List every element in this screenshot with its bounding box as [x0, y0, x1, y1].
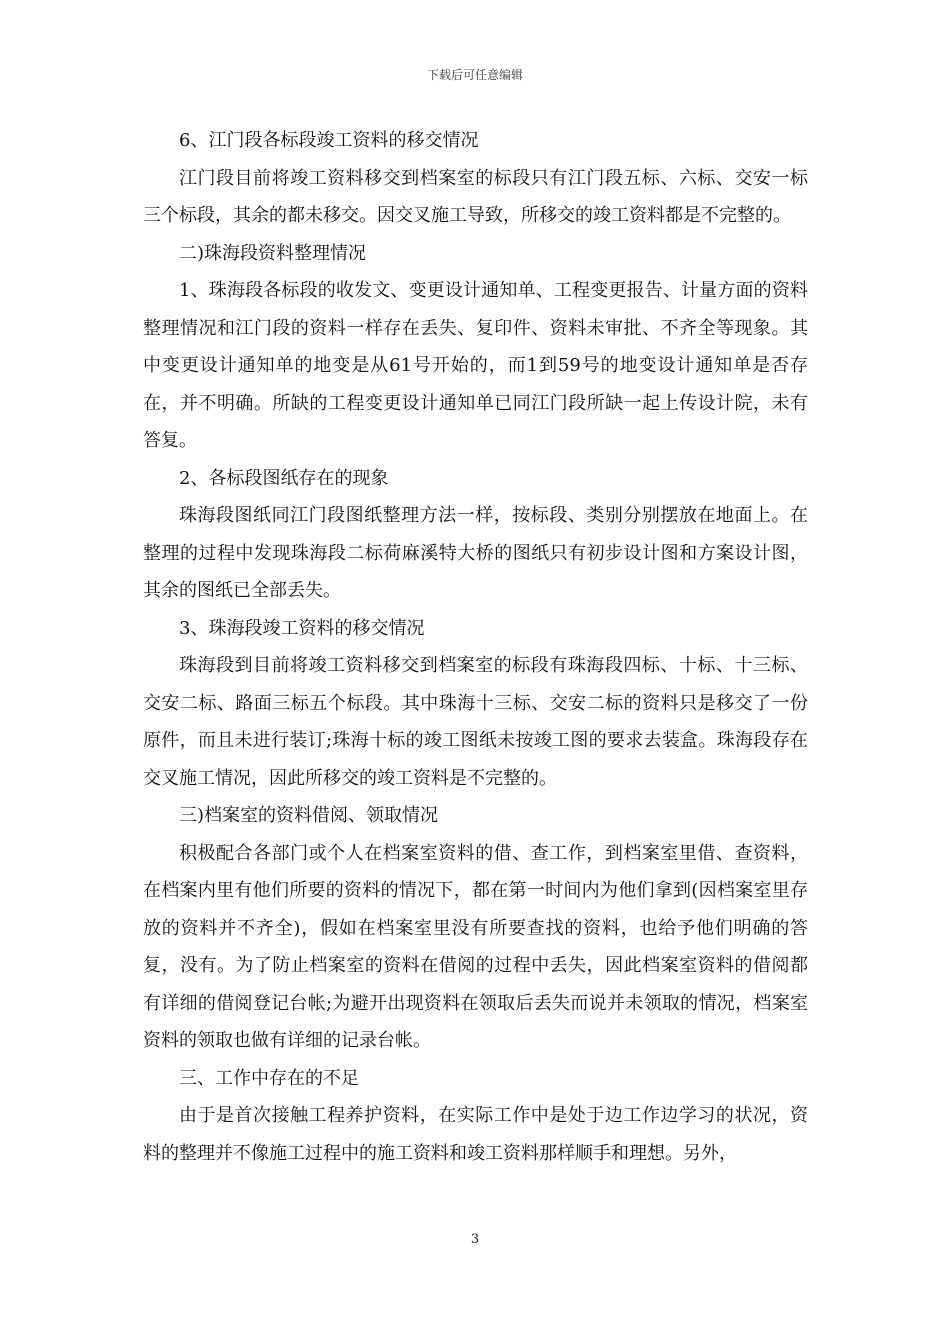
paragraph: 珠海段图纸同江门段图纸整理方法一样，按标段、类别分别摆放在地面上。在整理的过程中发现珠海段二标荷麻溪特大桥的图纸只有初步设计图和方案设计图，其余的图纸已全部丢失。 — [143, 505, 808, 601]
heading-shortcomings: 三、工作中存在的不足 — [179, 1067, 359, 1089]
paragraph: 积极配合各部门或个人在档案室资料的借、查工作，到档案室里借、查资料，在档案内里有他们所要的资料的情况下，都在第一时间内为他们拿到(因档案室里存放的资料并不齐全)，假如在档案室里没有所要查找的资料，也给予他们明确的答复，没有。为了防止档案室的资料在借阅的过程中丢失，因此档案室资料的借阅都有详细的借阅登记台帐;为避开出现资料在领取后丢失而说并未领取的情况，档案室资料的领取也做有详细的记录台帐。 — [143, 842, 808, 1051]
paragraph: 由于是首次接触工程养护资料，在实际工作中是处于边工作边学习的状况，资料的整理并不像施工过程中的施工资料和竣工资料那样顺手和理想。另外， — [143, 1105, 808, 1164]
heading-zhuhai-organization: 二)珠海段资料整理情况 — [179, 242, 367, 264]
paragraph: 珠海段到目前将竣工资料移交到档案室的标段有珠海段四标、十标、十三标、交安二标、路面三标五个标段。其中珠海十三标、交安二标的资料只是移交了一份原件，而且未进行装订;珠海十标的竣工图纸未按竣工图的要求去装盒。珠海段存在交叉施工情况，因此所移交的竣工资料是不完整的。 — [143, 655, 808, 789]
document-body — [143, 122, 808, 1172]
page-header: 下载后可任意编辑 — [426, 68, 523, 82]
heading-zhuhai-completion-handover: 3、珠海段竣工资料的移交情况 — [179, 617, 425, 639]
paragraph: 江门段目前将竣工资料移交到档案室的标段只有江门段五标、六标、交安一标三个标段，其余的都未移交。因交叉施工导致，所移交的竣工资料都是不完整的。 — [143, 167, 808, 226]
paragraph: 1、珠海段各标段的收发文、变更设计通知单、工程变更报告、计量方面的资料整理情况和江门段的资料一样存在丢失、复印件、资料未审批、不齐全等现象。其中变更设计通知单的地变是从61号开始的，而1到59号的地变设计通知单是否存在，并不明确。所缺的工程变更设计通知单已同江门段所缺一起上传设计院，未有答复。 — [143, 280, 808, 451]
page-number: 3 — [470, 1232, 480, 1247]
heading-archive-borrowing: 三)档案室的资料借阅、领取情况 — [179, 805, 439, 826]
heading-drawings: 2、各标段图纸存在的现象 — [179, 467, 389, 489]
heading-jiangmen-completion-handover: 6、江门段各标段竣工资料的移交情况 — [179, 130, 479, 151]
